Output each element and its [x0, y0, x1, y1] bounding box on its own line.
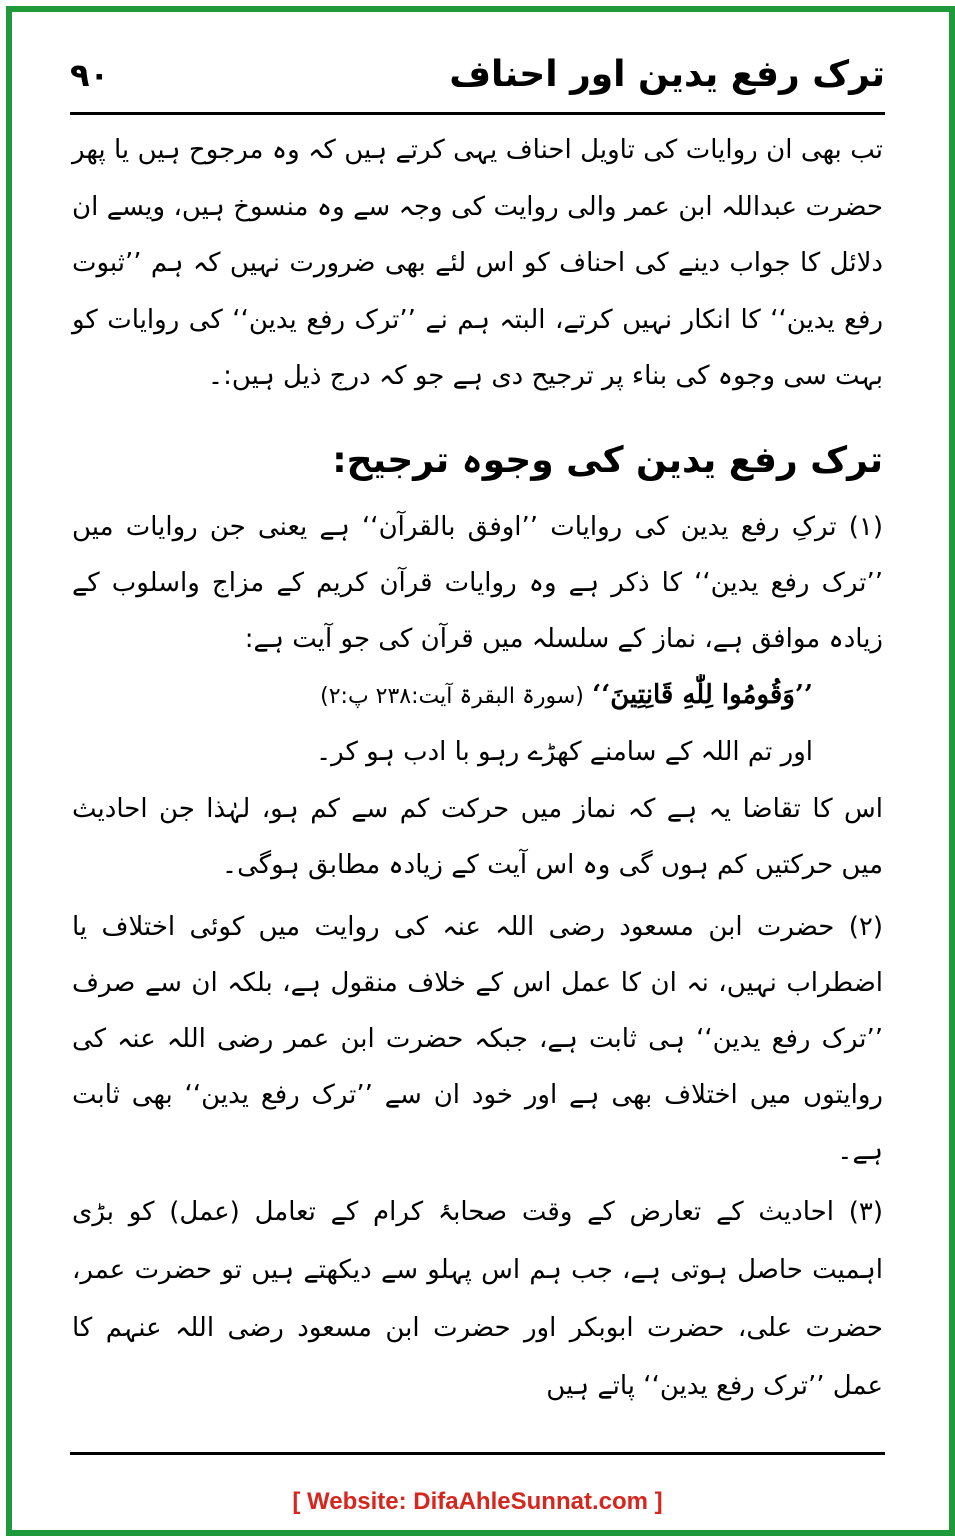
website-footer: [ Website: DifaAhleSunnat.com ]: [292, 1488, 663, 1515]
page-header: [70, 52, 885, 108]
verse-reference: (سورۃ البقرۃ آیت:۲۳۸ پ:۲): [320, 683, 584, 709]
intro-paragraph: تب بھی ان روایات کی تاویل احناف یہی کرتے ہیں کہ وہ مرجوح ہیں یا پھر حضرت عبداللہ ابن عمر والی روایت کی وجہ سے وہ منسوخ ہیں، ویسے ان دلائل کا جواب دینے کی احناف کو اس لئے بھی ضرورت نہیں کہ ہم ’’ثبوت رفع یدین‘‘ کا انکار نہیں کرتے، البتہ ہم نے ’’ترک رفع یدین‘‘ کی روایات کو بہت سی وجوہ کی بناء پر ترجیح دی ہے جو کہ درج ذیل ہیں:۔: [72, 135, 883, 391]
point-3-paragraph: (۳) احادیث کے تعارض کے وقت صحابۂ کرام کے تعامل (عمل) کو بڑی اہمیت حاصل ہوتی ہے، جب ہم اس پہلو سے دیکھتے ہیں تو حضرت عمر، حضرت علی، حضرت ابوبکر اور حضرت ابن مسعود رضی اللہ عنہم کا عمل ’’ترک رفع یدین‘‘ پاتے ہیں: [72, 1196, 883, 1401]
footer-rule: [70, 1452, 885, 1455]
point-1-paragraph: (۱) ترکِ رفع یدین کی روایات ’’اوفق بالقرآن‘‘ ہے یعنی جن روایات میں ’’ترک رفع یدین‘‘ کا ذکر ہے وہ روایات قرآن کریم کے مزاج واسلوب کے زیادہ موافق ہے، نماز کے سلسلہ میں قرآن کی جو آیت ہے:: [72, 511, 883, 654]
header-rule: [70, 112, 885, 115]
verse-arabic: ’’وَقُومُوا لِلّٰهِ قَانِتِينَ‘‘: [592, 679, 813, 710]
page-number: ۹۰: [70, 56, 110, 94]
verse-translation: اور تم اللہ کے سامنے کھڑے رہو با ادب ہو کر۔: [315, 736, 813, 767]
page-title: ترک رفع یدین اور احناف: [449, 54, 885, 95]
point-2-paragraph: (۲) حضرت ابن مسعود رضی اللہ عنہ کی روایت میں کوئی اختلاف یا اضطراب نہیں، نہ ان کا عمل اس کے خلاف منقول ہے، بلکہ ان سے صرف ’’ترک رفع یدین‘‘ ہی ثابت ہے، جبکہ حضرت ابن عمر رضی اللہ عنہ کی روایتوں میں اختلاف بھی ہے اور خود ان سے ’’ترک رفع یدین‘‘ بھی ثابت ہے۔: [72, 911, 883, 1166]
quranic-verse: [72, 669, 883, 723]
section-heading: ترک رفع یدین کی وجوہ ترجیح:: [332, 439, 883, 481]
page-body: [72, 122, 883, 1442]
explanation-paragraph: اس کا تقاضا یہ ہے کہ نماز میں حرکت کم سے کم ہو، لہٰذا جن احادیث میں حرکتیں کم ہوں گی وہ اس آیت کے زیادہ مطابق ہوگی۔: [72, 793, 883, 880]
